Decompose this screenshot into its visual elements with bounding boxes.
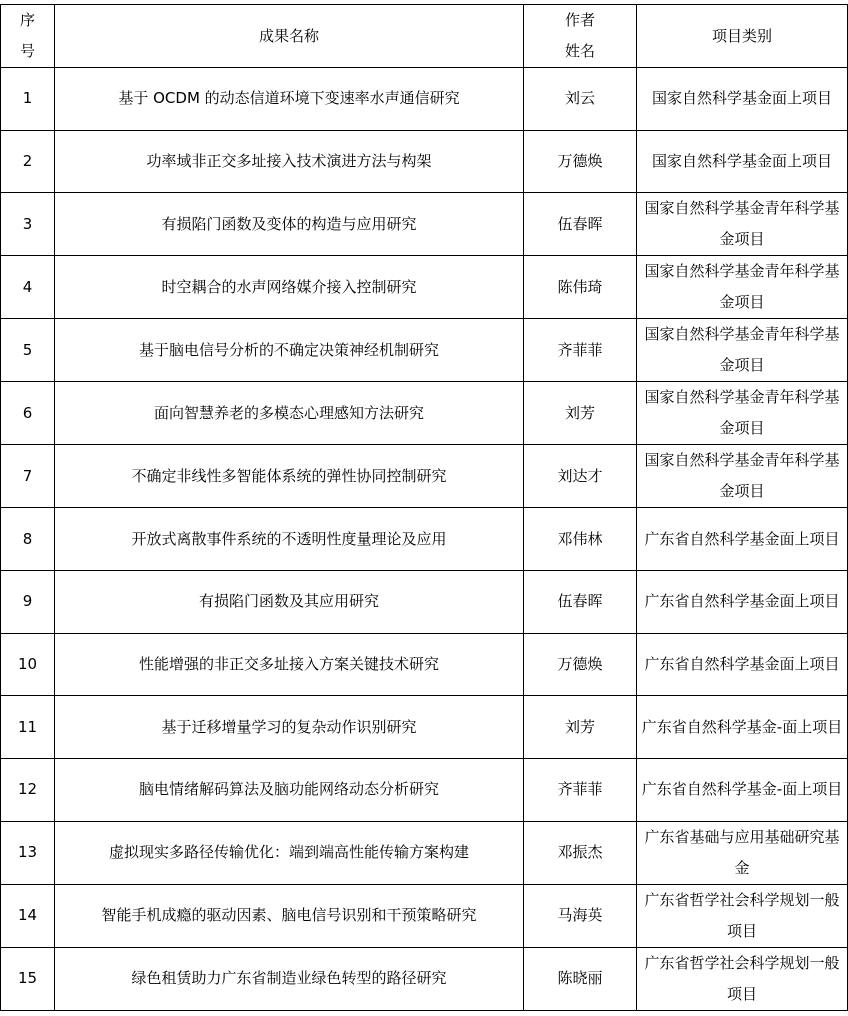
header-category: 项目类别 (637, 5, 848, 68)
cell-no: 13 (1, 821, 55, 884)
cell-category: 广东省哲学社会科学规划一般项目 (637, 884, 848, 947)
table-row (1, 256, 848, 319)
header-title: 成果名称 (55, 5, 524, 68)
cell-title: 时空耦合的水声网络媒介接入控制研究 (55, 256, 524, 319)
cell-author: 刘芳 (524, 696, 637, 759)
cell-category: 广东省自然科学基金面上项目 (637, 571, 848, 634)
cell-author: 齐菲菲 (524, 319, 637, 382)
cell-title: 基于 OCDM 的动态信道环境下变速率水声通信研究 (55, 68, 524, 131)
cell-category: 广东省哲学社会科学规划一般项目 (637, 947, 848, 1010)
cell-category: 国家自然科学基金青年科学基金项目 (637, 445, 848, 508)
table-row (1, 68, 848, 131)
cell-author: 万德焕 (524, 633, 637, 696)
table-row (1, 696, 848, 759)
cell-no: 3 (1, 193, 55, 256)
cell-category: 广东省自然科学基金面上项目 (637, 633, 848, 696)
cell-author: 齐菲菲 (524, 759, 637, 822)
cell-no: 1 (1, 68, 55, 131)
table-row (1, 947, 848, 1010)
table-row (1, 445, 848, 508)
cell-author: 陈伟琦 (524, 256, 637, 319)
table-row (1, 821, 848, 884)
cell-category: 国家自然科学基金面上项目 (637, 68, 848, 131)
cell-author: 刘达才 (524, 445, 637, 508)
cell-title: 面向智慧养老的多模态心理感知方法研究 (55, 382, 524, 445)
cell-author: 刘云 (524, 68, 637, 131)
cell-author: 伍春晖 (524, 193, 637, 256)
cell-title: 脑电情绪解码算法及脑功能网络动态分析研究 (55, 759, 524, 822)
cell-title: 基于脑电信号分析的不确定决策神经机制研究 (55, 319, 524, 382)
cell-title: 开放式离散事件系统的不透明性度量理论及应用 (55, 508, 524, 571)
table-row (1, 382, 848, 445)
cell-category: 国家自然科学基金青年科学基金项目 (637, 256, 848, 319)
cell-author: 邓伟林 (524, 508, 637, 571)
cell-no: 11 (1, 696, 55, 759)
cell-no: 15 (1, 947, 55, 1010)
cell-title: 有损陷门函数及其应用研究 (55, 571, 524, 634)
table-row (1, 130, 848, 193)
cell-no: 2 (1, 130, 55, 193)
table-row (1, 884, 848, 947)
results-table (0, 4, 848, 1011)
cell-category: 国家自然科学基金青年科学基金项目 (637, 319, 848, 382)
cell-title: 功率域非正交多址接入技术演进方法与构架 (55, 130, 524, 193)
cell-author: 伍春晖 (524, 571, 637, 634)
table-row (1, 508, 848, 571)
cell-author: 刘芳 (524, 382, 637, 445)
cell-author: 万德焕 (524, 130, 637, 193)
cell-title: 智能手机成瘾的驱动因素、脑电信号识别和干预策略研究 (55, 884, 524, 947)
cell-category: 广东省自然科学基金-面上项目 (637, 759, 848, 822)
header-row (1, 5, 848, 68)
cell-no: 8 (1, 508, 55, 571)
cell-title: 不确定非线性多智能体系统的弹性协同控制研究 (55, 445, 524, 508)
cell-category: 广东省自然科学基金面上项目 (637, 508, 848, 571)
cell-no: 4 (1, 256, 55, 319)
cell-title: 有损陷门函数及变体的构造与应用研究 (55, 193, 524, 256)
cell-no: 10 (1, 633, 55, 696)
cell-author: 马海英 (524, 884, 637, 947)
cell-title: 性能增强的非正交多址接入方案关键技术研究 (55, 633, 524, 696)
cell-title: 基于迁移增量学习的复杂动作识别研究 (55, 696, 524, 759)
table-row (1, 759, 848, 822)
cell-title: 虚拟现实多路径传输优化：端到端高性能传输方案构建 (55, 821, 524, 884)
header-no: 序号 (1, 5, 55, 68)
cell-no: 9 (1, 571, 55, 634)
cell-author: 邓振杰 (524, 821, 637, 884)
table-row (1, 193, 848, 256)
cell-category: 广东省自然科学基金-面上项目 (637, 696, 848, 759)
header-author: 作者姓名 (524, 5, 637, 68)
cell-author: 陈晓丽 (524, 947, 637, 1010)
cell-no: 12 (1, 759, 55, 822)
cell-title: 绿色租赁助力广东省制造业绿色转型的路径研究 (55, 947, 524, 1010)
table-row (1, 319, 848, 382)
cell-no: 5 (1, 319, 55, 382)
cell-no: 14 (1, 884, 55, 947)
cell-category: 国家自然科学基金青年科学基金项目 (637, 382, 848, 445)
cell-no: 6 (1, 382, 55, 445)
cell-no: 7 (1, 445, 55, 508)
table-row (1, 633, 848, 696)
cell-category: 国家自然科学基金面上项目 (637, 130, 848, 193)
cell-category: 广东省基础与应用基础研究基金 (637, 821, 848, 884)
table-row (1, 571, 848, 634)
cell-category: 国家自然科学基金青年科学基金项目 (637, 193, 848, 256)
